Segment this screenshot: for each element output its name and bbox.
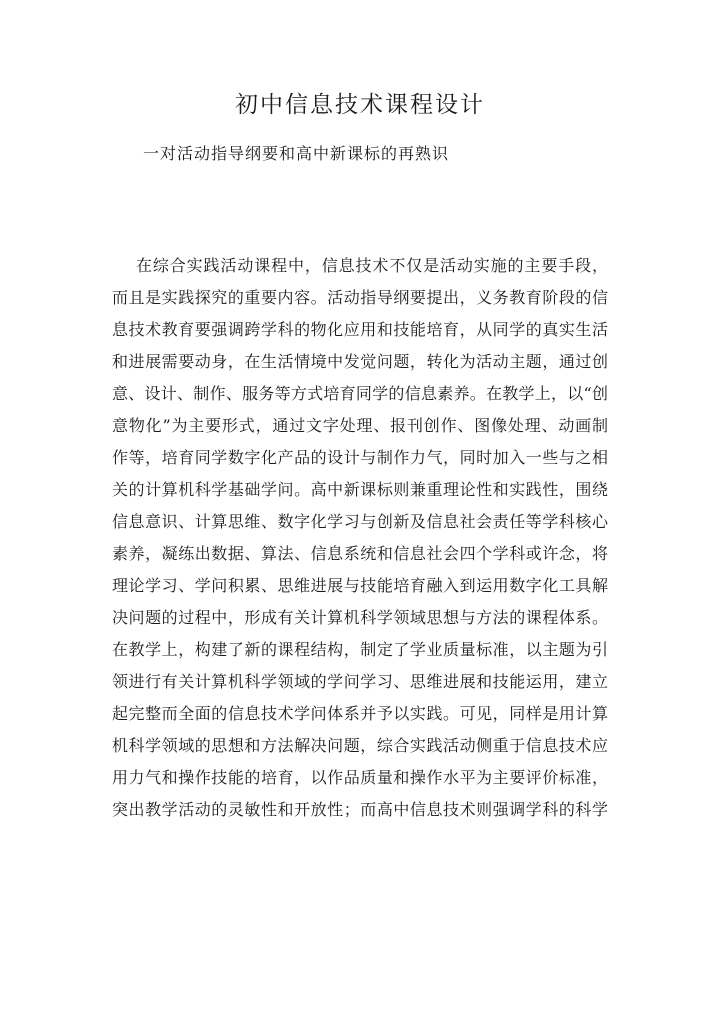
paragraph-line: 息技术教育要强调跨学科的物化应用和技能培育，从同学的真实生活	[112, 320, 608, 339]
paragraph-line: 在综合实践活动课程中，信息技术不仅是活动实施的主要手段，	[136, 256, 608, 275]
paragraph-line: 意、设计、制作、服务等方式培育同学的信息素养。在教学上，以“创	[112, 384, 608, 403]
paragraph-line: 机科学领域的思想和方法解决问题，综合实践活动侧重于信息技术应	[112, 736, 608, 755]
document-subtitle: 一对活动指导纲要和高中新课标的再熟识	[143, 144, 450, 163]
paragraph-line: 突出教学活动的灵敏性和开放性；而高中信息技术则强调学科的科学	[112, 800, 608, 819]
paragraph-line: 用力气和操作技能的培育，以作品质量和操作水平为主要评价标准，	[112, 768, 608, 787]
paragraph-line: 决问题的过程中，形成有关计算机科学领域思想与方法的课程体系。	[112, 608, 608, 627]
paragraph-line: 作等，培育同学数字化产品的设计与制作力气，同时加入一些与之相	[112, 448, 608, 467]
paragraph-line: 理论学习、学问积累、思维进展与技能培育融入到运用数字化工具解	[112, 576, 608, 595]
paragraph-line: 在教学上，构建了新的课程结构，制定了学业质量标准，以主题为引	[112, 640, 608, 659]
paragraph-line: 意物化”为主要形式，通过文字处理、报刊创作、图像处理、动画制	[112, 416, 608, 435]
paragraph-line: 关的计算机科学基础学问。高中新课标则兼重理论性和实践性，围绕	[112, 480, 608, 499]
paragraph-line: 信息意识、计算思维、数字化学习与创新及信息社会责任等学科核心	[112, 512, 608, 531]
paragraph-line: 而且是实践探究的重要内容。活动指导纲要提出，义务教育阶段的信	[112, 288, 608, 307]
document-title: 初中信息技术课程设计	[235, 92, 485, 118]
paragraph-line: 和进展需要动身，在生活情境中发觉问题，转化为活动主题，通过创	[112, 352, 608, 371]
paragraph-line: 起完整而全面的信息技术学问体系并予以实践。可见，同样是用计算	[112, 704, 608, 723]
paragraph-line: 素养，凝练出数据、算法、信息系统和信息社会四个学科或许念，将	[112, 544, 608, 563]
body-paragraph	[112, 250, 608, 826]
paragraph-line: 领进行有关计算机科学领域的学问学习、思维进展和技能运用，建立	[112, 672, 608, 691]
